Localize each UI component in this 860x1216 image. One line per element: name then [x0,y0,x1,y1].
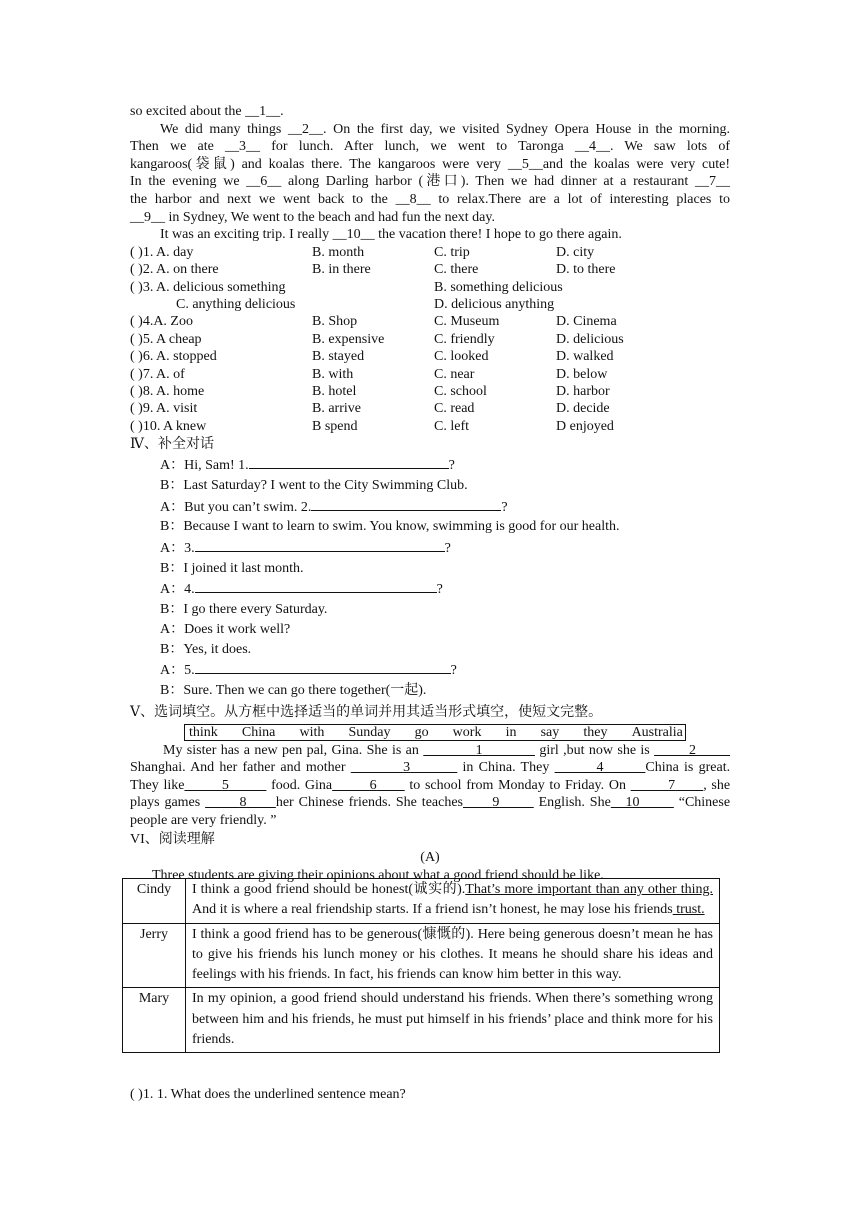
dialogue-text: ? [436,582,443,598]
option-a: ( )5. A cheap [130,331,202,347]
opinion-text: And it is where a real friendship starts. If a friend isn’t honest, he may lose his friends [192,902,673,918]
fill-text: English. She [538,795,611,811]
option-c: C. friendly [434,331,495,347]
table-row [123,879,720,924]
dialogue-line: B：Yes, it does. [160,641,252,657]
dialogue-line [130,659,730,681]
option-a: ( )7. A. of [130,366,185,382]
passage-line: Then we ate __3__ for lunch. After lunch, we went to Taronga __4__. We saw lots of [130,139,730,155]
option-b: B. month [312,244,365,260]
underlined-word: trust. [672,902,705,918]
option-row-3 [130,279,730,296]
option-b: B spend [312,418,358,434]
option-b: B. arrive [312,401,361,417]
option-d: D. city [556,244,595,260]
option-c: C. left [434,418,469,434]
blank-number: 3 [403,760,411,776]
dialogue-line: B：I joined it last month. [160,560,304,576]
word: Sunday [348,724,391,740]
option-d: D. below [556,366,608,382]
blank-number: 2 [689,742,697,758]
word: say [540,724,560,740]
answer-blank[interactable] [195,659,451,674]
option-b: B. Shop [312,314,358,330]
option-c: C. trip [434,244,470,260]
dialogue-line: B：I go there every Saturday. [160,602,328,618]
fill-passage [130,742,730,830]
fill-text: , she [703,777,731,793]
word: think [189,724,218,740]
fill-blank[interactable] [423,743,535,758]
fill-text: China is great. [645,760,731,776]
passage-line: We did many things __2__. On the first day, we visited Sydney Opera House in the morning. [160,121,730,137]
fill-blank[interactable] [611,795,674,810]
option-a: ( )4.A. Zoo [130,314,193,330]
word: Australia [631,724,683,740]
option-d: D. decide [556,401,610,417]
word: they [583,724,608,740]
option-row-3b [130,296,730,313]
blank-number: 5 [221,777,229,793]
fill-line [130,794,730,812]
fill-blank[interactable] [631,778,704,793]
option-row-8 [130,383,730,400]
student-name: Jerry [123,923,186,988]
section-title: Ⅳ、补全对话 [130,437,214,453]
student-opinion: I think a good friend has to be generous(慷慨的). Here being generous doesn’t mean he has to give his friends his lunch money or his clothes. It means he should share his ideas and feelings with his friends. In fact, his friends can know him better in this way. [186,923,720,988]
option-row-5 [130,331,730,348]
option-d: D. delicious anything [434,296,555,312]
fill-blank[interactable] [463,795,534,810]
dialogue-line [130,454,730,476]
option-b: B. hotel [312,384,357,399]
option-c: C. there [434,262,479,278]
reading-intro: Three students are giving their opinions about what a good friend should be like. [152,867,604,883]
fill-text: to school from Monday to Friday. On [409,777,626,793]
blank-number: 8 [239,795,247,811]
option-d: D enjoyed [556,418,614,434]
fill-blank[interactable] [555,760,646,775]
option-d: D. delicious [556,331,624,347]
option-a: ( )1. A. day [130,244,194,260]
option-d: D. walked [556,349,614,365]
option-a: ( )3. A. delicious something [130,279,286,295]
dialogue-text: A：4. [160,582,195,598]
option-row-4 [130,313,730,330]
word: with [299,724,325,740]
word-box [184,724,686,741]
option-a: ( )2. A. on there [130,262,219,278]
blank-number: 7 [668,777,676,793]
fill-text: They like [130,777,185,793]
table-row [123,923,720,988]
option-b: B. stayed [312,349,365,365]
dialogue-line: B：Last Saturday? I went to the City Swimming Club. [160,477,468,493]
opinion-text: I think a good friend should be honest(诚实的). [192,882,466,897]
option-row-6 [130,348,730,365]
dialogue-text: ? [448,458,455,474]
dialogue-line [130,578,730,600]
table-row [123,988,720,1053]
option-c: C. anything delicious [176,296,296,312]
dialogue-line [130,537,730,559]
dialogue-line: A：Does it work well? [160,621,291,637]
option-b: B. with [312,366,354,382]
dialogue-text: ? [444,541,451,557]
option-c: C. looked [434,349,489,365]
student-opinion: In my opinion, a good friend should understand his friends. When there’s something wrong between him and his friends, he must put himself in his friends’ place and think more for his friends. [186,988,720,1053]
word: go [414,724,429,740]
student-opinion [186,879,720,924]
blank-number: 4 [596,760,604,776]
option-a: ( )6. A. stopped [130,349,217,365]
word: in [505,724,517,740]
passage-line: kangaroos(袋鼠) and koalas there. The kangaroos were very __5__and the koalas were very cute! [130,156,730,172]
fill-line: people are very friendly. ” [130,813,277,829]
dialogue-text: A：Hi, Sam! 1. [160,458,249,474]
option-d: D. harbor [556,384,610,399]
dialogue-text: A：But you can’t swim. 2. [160,499,312,515]
blank-number: 1 [475,742,483,758]
reading-part-label: (A) [420,849,440,865]
dialogue-text: A：5. [160,663,195,679]
option-a: ( )8. A. home [130,384,205,399]
option-c: C. near [434,366,475,382]
option-b: B. in there [312,262,371,278]
underlined-sentence: That’s more important than any other thing. [465,882,714,897]
option-a: ( )9. A. visit [130,401,198,417]
option-a: ( )10. A knew [130,418,207,434]
answer-blank[interactable] [195,578,437,593]
option-row-1 [130,244,730,261]
option-row-9 [130,400,730,417]
answer-blank[interactable] [249,454,449,469]
fill-line [130,742,730,760]
word: work [452,724,482,740]
fill-blank[interactable] [351,760,457,775]
passage-line: so excited about the __1__. [130,104,284,119]
option-d: D. Cinema [556,314,617,330]
dialogue-line: B：Because I want to learn to swim. You know, swimming is good for our health. [160,519,620,535]
fill-text: her Chinese friends. She teaches [275,795,463,811]
student-name: Cindy [123,879,186,924]
fill-blank[interactable] [332,778,405,793]
option-c: C. school [434,384,487,399]
section-title: Ⅴ、选词填空。从方框中选择适当的单词并用其适当形式填空，使短文完整。 [130,704,603,720]
dialogue-line [130,496,730,518]
fill-text: Shanghai. And her father and mother [130,760,346,776]
student-name: Mary [123,988,186,1053]
fill-line [130,777,730,795]
fill-blank[interactable] [184,778,266,793]
option-row-7 [130,366,730,383]
fill-blank[interactable] [654,743,730,758]
dialogue-text: ? [501,499,508,515]
cloze-options [130,244,730,435]
option-d: D. to there [556,262,616,278]
fill-blank[interactable] [205,795,276,810]
blank-number: 6 [369,777,377,793]
dialogue [130,454,730,700]
fill-text: in China. They [462,760,550,776]
option-c: C. read [434,401,475,417]
answer-blank[interactable] [195,537,445,552]
document-body [130,103,730,885]
dialogue-text: ? [450,663,457,679]
fill-text: My sister has a new pen pal, Gina. She is an [163,742,419,758]
answer-blank[interactable] [311,496,501,511]
blank-number: 10 [625,795,640,811]
option-row-2 [130,261,730,278]
fill-line [130,759,730,777]
word: China [241,724,276,740]
fill-text: plays games [130,795,201,811]
fill-text: food. Gina [271,777,333,793]
option-c: C. Museum [434,314,500,330]
dialogue-text: A：3. [160,541,195,557]
reading-question-1: ( )1. 1. What does the underlined sentence mean? [130,1087,406,1102]
blank-number: 9 [492,795,500,811]
dialogue-line: B：Sure. Then we can go there together(一起). [160,682,427,698]
option-row-10 [130,418,730,435]
option-b: B. something delicious [434,279,563,295]
passage-line: In the evening we __6__ along Darling harbor (港口). Then we had dinner at a restaurant __7__ [130,174,730,190]
opinion-table [122,878,720,1053]
passage-line: It was an exciting trip. I really __10__ the vacation there! I hope to go there again. [160,227,622,243]
section-title: VI、阅读理解 [130,831,215,847]
fill-text: girl ,but now she is [539,742,650,758]
passage-line: the harbor and next we went back to the __8__ to relax.There are a lot of interesting places to [130,191,730,207]
option-b: B. expensive [312,331,385,347]
passage-line: __9__ in Sydney, We went to the beach and had fun the next day. [130,209,495,225]
fill-text: “Chinese [678,795,731,811]
